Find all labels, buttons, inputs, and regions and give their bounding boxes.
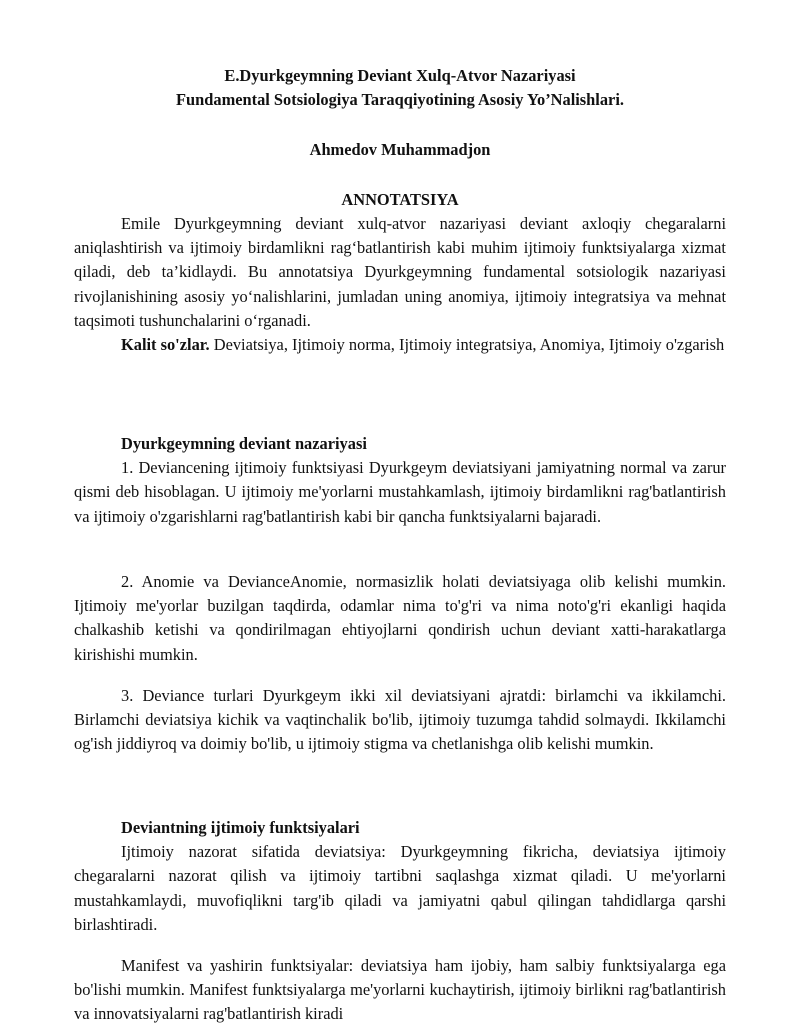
section-paragraph-block xyxy=(74,570,726,667)
section-paragraph-block xyxy=(74,954,726,1027)
section-paragraph: Manifest va yashirin funktsiyalar: deviatsiya ham ijobiy, ham salbiy funktsiyalarga ega bo'lishi mumkin. Manifest funktsiyalarga me'yorlarni kuchaytirish, ijtimoiy birlikni rag'batlantirish va innovatsiyalarni rag'batlantirish kiradi xyxy=(74,956,726,1024)
author-name: Ahmedov Muhammadjon xyxy=(309,140,491,159)
section-paragraph-block xyxy=(74,684,726,757)
keywords-paragraph xyxy=(74,333,726,357)
annotation-text: Emile Dyurkgeymning deviant xulq-atvor nazariyasi deviant axloqiy chegaralarni aniqlashtirish va ijtimoiy birdamlikni rag‘batlantirish kabi muhim ijtimoiy funktsiyalarga xizmat qiladi, deb ta’kidlaydi. Bu annotatsiya Dyurkgeymning fundamental sotsiologik nazariyasi rivojlanishining asosiy yo‘nalishlarini, jumladan uning anomiya, ijtimoiy integratsiya va mehnat taqsimoti tushunchalarini o‘rganadi. xyxy=(74,214,726,330)
document-title-line-1: E.Dyurkgeymning Deviant Xulq-Atvor Nazariyasi xyxy=(224,66,576,85)
section-paragraph: 3. Deviance turlari Dyurkgeym ikki xil deviatsiyani ajratdi: birlamchi va ikkilamchi. Birlamchi deviatsiya kichik va vaqtinchalik bo'lib, ijtimoiy tuzumga tahdid solmaydi. Ikkilamchi og'ish jiddiyroq va doimiy bo'lib, u ijtimoiy stigma va chetlanishga olib kelishi mumkin. xyxy=(74,686,726,754)
annotation-heading: ANNOTATSIYA xyxy=(341,190,459,209)
section-heading: Deviantning ijtimoiy funktsiyalari xyxy=(121,818,360,837)
document-page xyxy=(74,64,726,1024)
section-social-functions xyxy=(74,816,726,937)
keywords-label: Kalit so'zlar. xyxy=(121,335,210,355)
annotation-block xyxy=(74,212,726,357)
keywords-text: Deviatsiya, Ijtimoiy norma, Ijtimoiy integratsiya, Anomiya, Ijtimoiy o'zgarish xyxy=(209,335,725,355)
document-title-line-2: Fundamental Sotsiologiya Taraqqiyotining Asosiy Yo’Nalishlari. xyxy=(176,90,624,109)
section-paragraph: 2. Anomie va DevianceAnomie, normasizlik holati deviatsiyaga olib kelishi mumkin. Ijtimoiy me'yorlar buzilgan taqdirda, odamlar nima to'g'ri va nima noto'g'ri ekanligi haqida chalkashib ketishi va qondirilmagan ehtiyojlarni qondirish uchun deviant xatti-harakatlarga kirishishi mumkin. xyxy=(74,572,726,664)
section-heading: Dyurkgeymning deviant nazariyasi xyxy=(121,434,367,453)
section-paragraph: Ijtimoiy nazorat sifatida deviatsiya: Dyurkgeymning fikricha, deviatsiya ijtimoiy chegaralarni nazorat qilish va ijtimoiy tartibni saqlashga xizmat qiladi. U me'yorlarni mustahkamlaydi, muvofiqlikni targ'ib qiladi va jamiyatni qabul qilingan tahdidlarga qarshi birlashtiradi. xyxy=(74,842,726,934)
section-deviant-theory xyxy=(74,432,726,529)
section-paragraph: 1. Deviancening ijtimoiy funktsiyasi Dyurkgeym deviatsiyani jamiyatning normal va zarur qismi deb hisoblagan. U ijtimoiy me'yorlarni mustahkamlash, ijtimoiy birdamlikni rag'batlantirish va ijtimoiy o'zgarishlarni rag'batlantirish kabi bir qancha funktsiyalarni bajaradi. xyxy=(74,458,726,526)
